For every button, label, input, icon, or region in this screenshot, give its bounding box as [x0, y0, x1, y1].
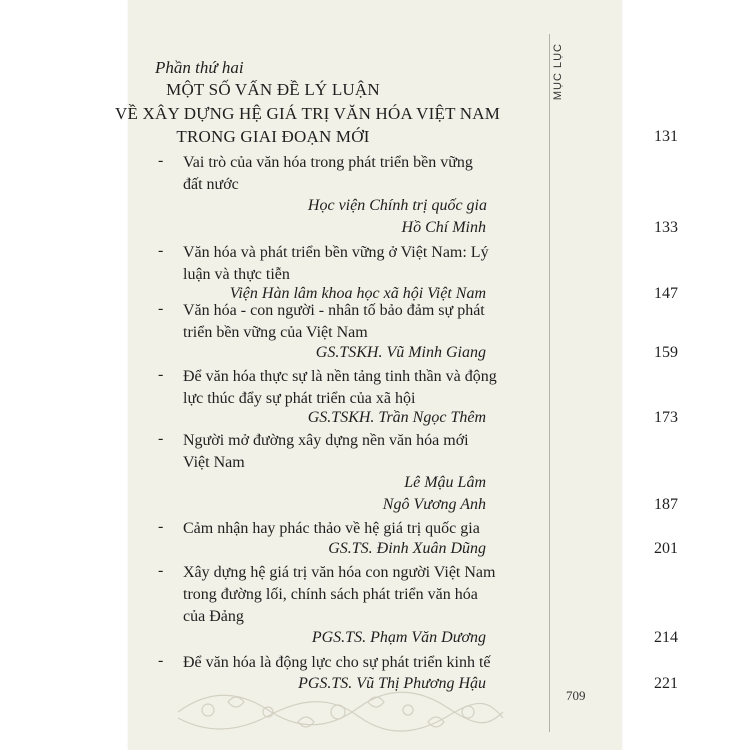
part-title-line-3: TRONG GIAI ĐOẠN MỚI	[176, 127, 370, 146]
entry-dash: -	[158, 300, 164, 317]
entry-title-line: đất nước	[183, 176, 239, 193]
entry-title-line: Vai trò của văn hóa trong phát triển bền vững	[183, 154, 473, 171]
entry-dash: -	[158, 152, 164, 169]
footer-ornament-icon	[168, 682, 508, 734]
entry-title-line: triển bền vững của Việt Nam	[183, 324, 368, 341]
entry-author: Ngô Vương Anh	[382, 496, 486, 513]
entry-author: Hồ Chí Minh	[401, 219, 486, 236]
entry-dash: -	[158, 652, 164, 669]
part-label: Phần thứ hai	[155, 58, 244, 77]
entry-title-line: Việt Nam	[183, 454, 245, 471]
running-head: MỤC LỤC	[552, 43, 564, 101]
entry-author: Viện Hàn lâm khoa học xã hội Việt Nam	[229, 285, 486, 302]
part-title-line-1: MỘT SỐ VẤN ĐỀ LÝ LUẬN	[166, 80, 380, 99]
entry-title-line: của Đảng	[183, 608, 244, 625]
entry-page-number: 147	[654, 285, 678, 302]
entry-dash: -	[158, 518, 164, 535]
entry-page-number: 214	[654, 629, 678, 646]
entry-author: GS.TS. Đinh Xuân Dũng	[328, 540, 486, 557]
entry-title-line: lực thúc đẩy sự phát triển của xã hội	[183, 390, 416, 407]
entry-page-number: 221	[654, 675, 678, 692]
entry-title-line: Văn hóa - con người - nhân tố bảo đảm sự phát	[183, 302, 485, 319]
entry-author: GS.TSKH. Trần Ngọc Thêm	[307, 409, 486, 426]
page-number: 709	[566, 688, 586, 703]
entry-title-line: Văn hóa và phát triển bền vững ở Việt Nam: Lý	[183, 244, 489, 261]
entry-title-line: Để văn hóa thực sự là nền tảng tinh thần và động	[183, 368, 497, 385]
entry-title-line: trong đường lối, chính sách phát triển văn hóa	[183, 586, 478, 603]
entry-title-line: Để văn hóa là động lực cho sự phát triển kinh tế	[183, 654, 491, 671]
entry-title-line: Xây dựng hệ giá trị văn hóa con người Việt Nam	[183, 564, 496, 581]
entry-author: Học viện Chính trị quốc gia	[307, 197, 487, 214]
entry-author: GS.TSKH. Vũ Minh Giang	[315, 344, 486, 361]
entry-page-number: 159	[654, 344, 678, 361]
part-title-line-2: VỀ XÂY DỰNG HỆ GIÁ TRỊ VĂN HÓA VIỆT NAM	[115, 104, 501, 123]
entry-page-number: 173	[654, 409, 678, 426]
entry-dash: -	[158, 562, 164, 579]
entry-dash: -	[158, 430, 164, 447]
entry-author: PGS.TS. Phạm Văn Dương	[311, 629, 486, 646]
entry-page-number: 187	[654, 496, 678, 513]
entry-page-number: 201	[654, 540, 678, 557]
entry-page-number: 133	[654, 219, 678, 236]
entry-author: Lê Mậu Lâm	[404, 474, 486, 491]
entry-dash: -	[158, 242, 164, 259]
entry-title-line: luận và thực tiễn	[183, 266, 290, 283]
entry-title-line: Người mở đường xây dựng nền văn hóa mới	[183, 432, 469, 449]
margin-divider	[549, 34, 550, 732]
part-page-number: 131	[654, 128, 678, 145]
entry-author: PGS.TS. Vũ Thị Phương Hậu	[298, 675, 486, 692]
entry-dash: -	[158, 366, 164, 383]
entry-title-line: Cảm nhận hay phác thảo về hệ giá trị quốc gia	[183, 520, 480, 537]
